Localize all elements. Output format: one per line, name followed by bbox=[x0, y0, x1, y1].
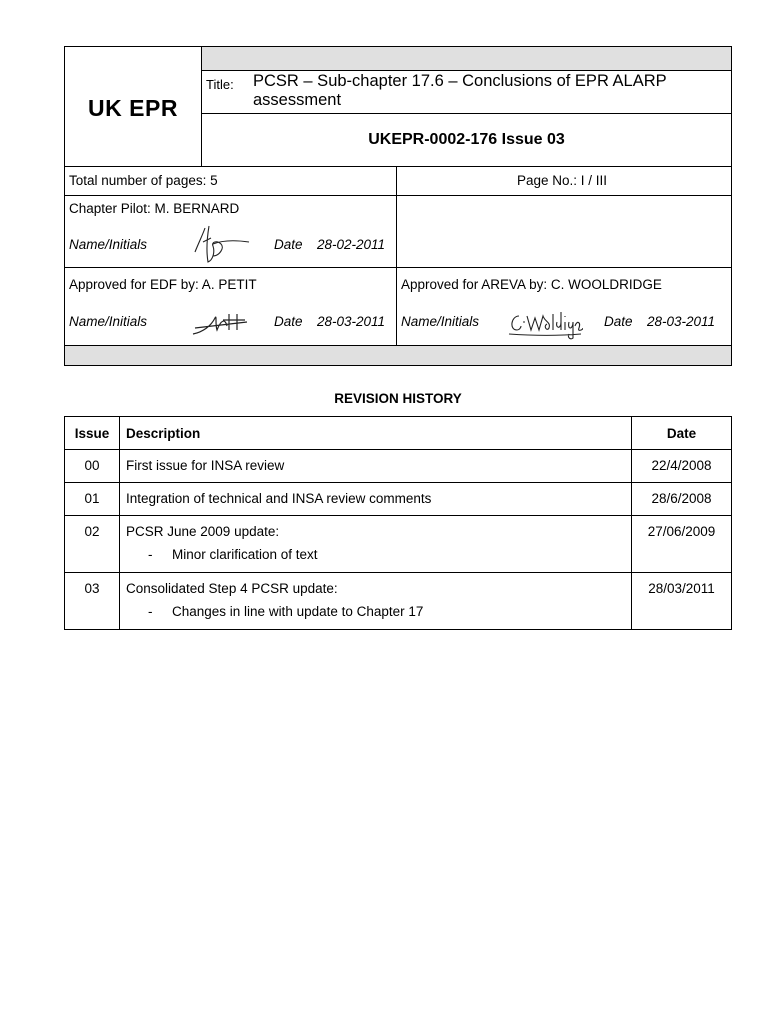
doc-id-cell bbox=[202, 114, 731, 167]
row-date: 27/06/2009 bbox=[647, 524, 716, 539]
row-description: First issue for INSA review bbox=[126, 458, 285, 473]
chapter-pilot-row bbox=[65, 196, 731, 268]
table-row bbox=[65, 516, 732, 573]
row-issue: 01 bbox=[84, 491, 100, 506]
pilot-date-label: Date bbox=[274, 237, 303, 252]
document-title: PCSR – Sub-chapter 17.6 – Conclusions of EPR ALARP assessment bbox=[253, 72, 667, 109]
row-description: Integration of technical and INSA review comments bbox=[126, 491, 432, 506]
approved-areva: Approved for AREVA by: C. WOOLDRIDGE bbox=[401, 277, 662, 292]
document-id: UKEPR-0002-176 Issue 03 bbox=[368, 131, 565, 148]
row-issue: 02 bbox=[84, 524, 100, 539]
row-bullet-text: Minor clarification of text bbox=[172, 547, 318, 562]
table-row bbox=[65, 483, 732, 516]
row-issue: 00 bbox=[84, 458, 100, 473]
total-pages: Total number of pages: 5 bbox=[69, 173, 218, 188]
areva-signature bbox=[507, 308, 583, 342]
row-description: PCSR June 2009 update: bbox=[126, 524, 280, 539]
row-issue: 03 bbox=[84, 581, 100, 596]
revision-history-table bbox=[64, 416, 732, 630]
table-row bbox=[65, 450, 732, 483]
revision-history-heading: REVISION HISTORY bbox=[334, 391, 462, 406]
bullet-dash: - bbox=[148, 547, 153, 562]
pages-row bbox=[65, 167, 731, 196]
edf-name-initials-label: Name/Initials bbox=[69, 314, 148, 329]
pilot-signature bbox=[183, 222, 255, 266]
approved-edf: Approved for EDF by: A. PETIT bbox=[69, 277, 257, 292]
document-header bbox=[64, 46, 732, 366]
table-header-row bbox=[65, 417, 732, 450]
column-header-date: Date bbox=[632, 417, 732, 450]
row-bullet bbox=[126, 604, 625, 619]
column-header-description: Description bbox=[120, 417, 632, 450]
approval-row bbox=[65, 268, 731, 346]
title-label: Title: bbox=[206, 77, 234, 92]
header-shaded-bar bbox=[202, 47, 731, 71]
row-bullet-text: Changes in line with update to Chapter 17 bbox=[172, 604, 424, 619]
page-number: Page No.: I / III bbox=[517, 173, 608, 188]
row-date: 22/4/2008 bbox=[651, 458, 712, 473]
row-description: Consolidated Step 4 PCSR update: bbox=[126, 581, 338, 596]
edf-date-label: Date bbox=[274, 314, 303, 329]
row-date: 28/03/2011 bbox=[648, 581, 715, 596]
row-date: 28/6/2008 bbox=[651, 491, 712, 506]
edf-signature bbox=[189, 308, 251, 338]
edf-date: 28-03-2011 bbox=[317, 314, 386, 329]
bullet-dash: - bbox=[148, 604, 153, 619]
row-bullet bbox=[126, 547, 625, 562]
title-cell bbox=[202, 71, 731, 114]
logo-cell bbox=[65, 47, 202, 167]
chapter-pilot: Chapter Pilot: M. BERNARD bbox=[69, 201, 240, 216]
table-row bbox=[65, 573, 732, 630]
areva-name-initials-label: Name/Initials bbox=[401, 314, 480, 329]
pilot-name-initials-label: Name/Initials bbox=[69, 237, 148, 252]
footer-shaded-bar bbox=[65, 346, 731, 365]
areva-date-label: Date bbox=[604, 314, 633, 329]
column-header-issue: Issue bbox=[65, 417, 120, 450]
uk-epr-logo: UK EPR bbox=[88, 95, 178, 121]
areva-date: 28-03-2011 bbox=[647, 314, 716, 329]
pilot-date: 28-02-2011 bbox=[317, 237, 386, 252]
